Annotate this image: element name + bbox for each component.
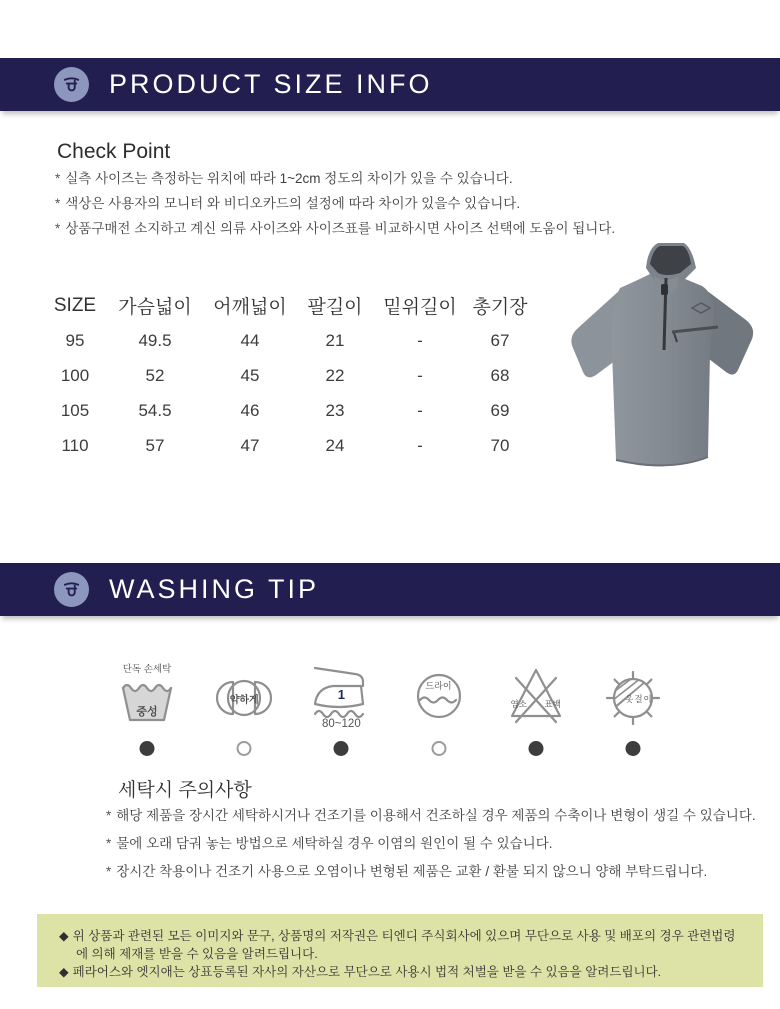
washing-tip-banner xyxy=(0,563,780,616)
table-cell: 45 xyxy=(240,365,260,385)
care-state-dot xyxy=(528,741,543,756)
caution-item: * 장시간 착용이나 건조기 사용으로 오염이나 변형된 제품은 교환 / 환불 되지 않으니 양해 부탁드립니다. xyxy=(106,858,756,886)
table-cell: 24 xyxy=(325,435,345,455)
asterisk-bullet: * xyxy=(55,171,61,186)
copyright-notice-box xyxy=(37,914,763,987)
table-cell: 44 xyxy=(240,330,260,350)
caution-item: * 물에 오래 담궈 놓는 방법으로 세탁하실 경우 이염의 원인이 될 수 있습니다. xyxy=(106,830,756,858)
brand-logo-icon xyxy=(54,572,89,607)
size-table-header: SIZE xyxy=(53,294,97,316)
care-icon-label: 염소 xyxy=(510,699,527,709)
care-icon-hanger-dry xyxy=(598,658,668,758)
caution-item: * 해당 제품을 장시간 세탁하시거나 건조기를 이용해서 건조하실 경우 제품의 수축이나 변형이 생길 수 있습니다. xyxy=(106,802,756,830)
asterisk-bullet: * xyxy=(106,836,112,851)
caution-list xyxy=(106,802,756,886)
table-cell: 70 xyxy=(490,435,510,455)
care-icon-no-bleach xyxy=(501,658,571,758)
table-cell: 54.5 xyxy=(138,400,172,420)
table-cell: - xyxy=(417,330,423,350)
check-point-heading: Check Point xyxy=(57,140,171,163)
notice-item: ◆ 페라어스와 엣지애는 상표등록된 자사의 자산으로 무단으로 사용시 법적 처벌을 받을 수 있음을 알려드립니다. xyxy=(59,965,662,979)
asterisk-bullet: * xyxy=(106,864,112,879)
table-cell: 110 xyxy=(61,435,89,455)
care-icon-label: 약하게 xyxy=(229,695,259,706)
table-cell: 100 xyxy=(60,365,90,385)
asterisk-bullet: * xyxy=(55,196,61,211)
size-table-header: 팔길이 xyxy=(307,297,363,318)
table-cell: 57 xyxy=(145,435,165,455)
care-icon-label: 옷걸이 xyxy=(625,694,653,704)
table-cell: 21 xyxy=(325,330,345,350)
care-icon-dry-clean xyxy=(404,658,474,758)
size-table xyxy=(45,288,535,463)
table-cell: 105 xyxy=(60,400,90,420)
care-icon-temp-label: 80~120 xyxy=(322,718,361,730)
size-info-banner xyxy=(0,58,780,111)
table-cell: 46 xyxy=(240,400,260,420)
no-bleach-icon xyxy=(504,658,568,736)
care-state-dot xyxy=(237,741,252,756)
size-table-header: 밑위길이 xyxy=(383,297,457,318)
size-table-header: 가슴넓이 xyxy=(118,297,192,318)
diamond-bullet: ◆ xyxy=(59,965,69,979)
table-cell: - xyxy=(417,365,423,385)
section-title: WASHING TIP xyxy=(109,574,320,604)
care-state-dot xyxy=(140,741,155,756)
table-cell: 67 xyxy=(490,330,510,350)
brand-logo-icon xyxy=(54,67,89,102)
check-point-list xyxy=(55,166,615,241)
table-cell: 95 xyxy=(65,330,85,350)
check-point-item: * 색상은 사용자의 모니터 와 비디오카드의 설정에 따라 차이가 있을수 있습니다. xyxy=(55,191,615,216)
table-cell: 23 xyxy=(325,400,345,420)
notice-item: ◆ 위 상품과 관련된 모든 이미지와 문구, 상품명의 저작권은 티엔디 주식회사에 있으며 무단으로 사용 및 배포의 경우 관련법령에 의해 제재를 받을 수 있음을 알려드립니다. xyxy=(59,929,736,961)
table-cell: - xyxy=(417,435,423,455)
check-point-item: * 실측 사이즈는 측정하는 위치에 따라 1~2cm 정도의 차이가 있을 수 있습니다. xyxy=(55,166,615,191)
care-icons-row xyxy=(112,658,668,758)
section-title: PRODUCT SIZE INFO xyxy=(109,69,433,99)
caution-heading: 세탁시 주의사항 xyxy=(118,780,252,801)
care-icon-hand-wash xyxy=(112,658,182,758)
table-cell: 47 xyxy=(240,435,260,455)
table-cell: - xyxy=(417,400,423,420)
care-state-dot xyxy=(431,741,446,756)
table-cell: 49.5 xyxy=(138,330,172,350)
diamond-bullet: ◆ xyxy=(59,929,69,943)
care-icon-wring xyxy=(209,658,279,758)
care-state-dot xyxy=(334,741,349,756)
asterisk-bullet: * xyxy=(55,221,61,236)
wash-tub-icon xyxy=(115,658,179,736)
size-table-header: 총기장 xyxy=(472,297,528,318)
care-icon-label: 단독 손세탁 xyxy=(122,664,172,675)
table-cell: 52 xyxy=(145,365,165,385)
dry-clean-icon xyxy=(407,658,471,736)
product-photo xyxy=(550,232,775,477)
care-icon-label: 드라이 xyxy=(425,681,452,691)
table-cell: 68 xyxy=(490,365,510,385)
care-icon-label: 표백 xyxy=(544,699,561,709)
care-icon-label: 중성 xyxy=(136,706,158,718)
check-point-item: * 상품구매전 소지하고 계신 의류 사이즈와 사이즈표를 비교하시면 사이즈 선택에 도움이 됩니다. xyxy=(55,216,615,241)
asterisk-bullet: * xyxy=(106,808,112,823)
table-cell: 22 xyxy=(325,365,345,385)
table-cell: 69 xyxy=(490,400,510,420)
size-table-header: 어깨넓이 xyxy=(213,297,287,318)
care-icon-iron xyxy=(306,658,376,758)
care-icon-label: 1 xyxy=(337,687,345,702)
care-state-dot xyxy=(625,741,640,756)
